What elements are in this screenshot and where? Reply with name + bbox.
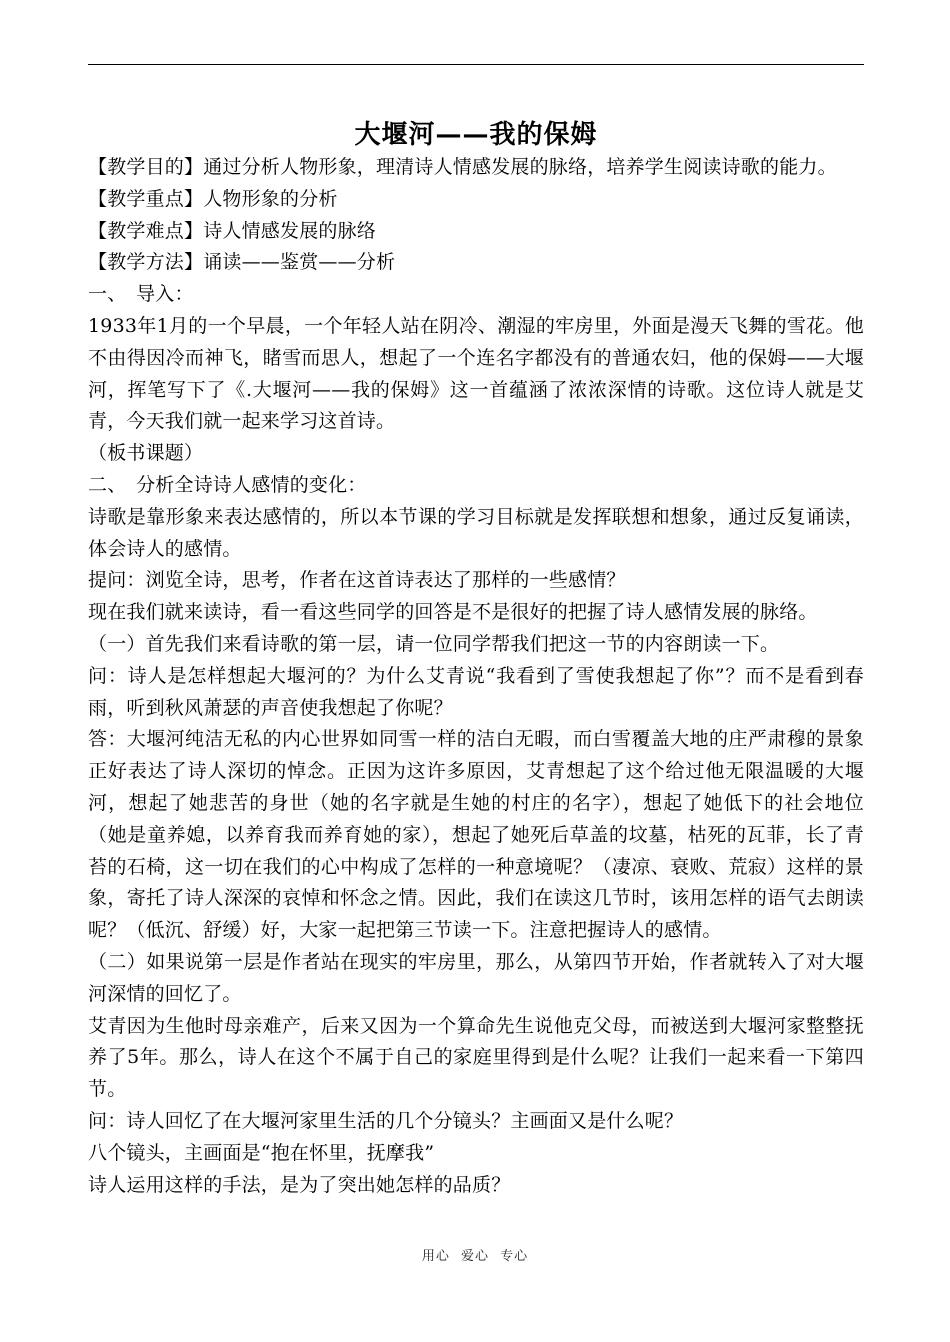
page-title: 大堰河——我的保姆 [354,120,598,150]
paragraph-question-snow: 问：诗人是怎样想起大堰河的？为什么艾青说“我看到了雪使我想起了你”？而不是看到春雨，听到秋风萧瑟的声音使我想起了你呢？ [88,664,864,719]
paragraph-learning-goal: 诗歌是靠形象来表达感情的，所以本节课的学习目标就是发挥联想和想象，通过反复诵读，体会诗人的感情。 [88,505,864,560]
paragraph-introduction: 1933年1月的一个早晨，一个年轻人站在阴冷、潮湿的牢房里，外面是漫天飞舞的雪花。他不由得因冷而神飞，睹雪而思人，想起了一个连名字都没有的普通农妇，他的保姆——大堰河，挥笔写下了《.大堰河——我的保姆》这一首蕴涵了浓浓深情的诗歌。这位诗人就是艾青，今天我们就一起来学习这首诗。 [88,314,864,433]
paragraph-read-poem: 现在我们就来读诗，看一看这些同学的回答是不是很好的把握了诗人感情发展的脉络。 [88,601,818,624]
paragraph-second-layer: （二）如果说第一层是作者站在现实的牢房里，那么，从第四节开始，作者就转入了对大堰河深情的回忆了。 [88,950,864,1005]
section-heading-introduction: 一、 导入： [88,283,194,306]
paragraph-question-quality: 诗人运用这样的手法，是为了突出她怎样的品质？ [88,1173,511,1196]
document-body [88,152,864,1201]
page-footer: 用心 爱心 专心 [421,1249,529,1264]
paragraph-teaching-goal: 【教学目的】通过分析人物形象，理清诗人情感发展的脉络，培养学生阅读诗歌的能力。 [88,156,837,178]
paragraph-board-note: （板书课题） [88,442,204,465]
paragraph-question-overview: 提问：浏览全诗，思考，作者在这首诗表达了那样的一些感情？ [88,569,626,592]
paragraph-question-scenes: 问：诗人回忆了在大堰河家里生活的几个分镜头？主画面又是什么呢？ [88,1109,684,1132]
paragraph-background: 艾青因为生他时母亲难产，后来又因为一个算命先生说他克父母，而被送到大堰河家整整抚养了5年。那么，诗人在这个不属于自己的家庭里得到是什么呢？让我们一起来看一下第四节。 [88,1014,864,1101]
paragraph-answer-snow: 答：大堰河纯洁无私的内心世界如同雪一样的洁白无暇，而白雪覆盖大地的庄严肃穆的景象正好表达了诗人深切的悼念。正因为这许多原因，艾青想起了这个给过他无限温暖的大堰河，想起了她悲苦的身世（她的名字就是生她的村庄的名字），想起了她低下的社会地位（她是童养媳，以养育我而养育她的家），想起了她死后草盖的坟墓，枯死的瓦菲，长了青苔的石椅，这一切在我们的心中构成了怎样的一种意境呢？（凄凉、衰败、荒寂）这样的景象，寄托了诗人深深的哀悼和怀念之情。因此，我们在读这几节时，该用怎样的语气去朗读呢？（低沉、舒缓）好，大家一起把第三节读一下。注意把握诗人的感情。 [88,728,864,942]
paragraph-teaching-focus: 【教学重点】人物形象的分析 [88,187,338,210]
paragraph-teaching-method: 【教学方法】诵读——鉴赏——分析 [88,251,396,274]
paragraph-first-layer: （一）首先我们来看诗歌的第一层，请一位同学帮我们把这一节的内容朗读一下。 [88,632,780,655]
section-heading-analysis: 二、 分析全诗诗人感情的变化： [88,473,367,496]
paragraph-answer-scenes: 八个镜头，主画面是“抱在怀里，抚摩我” [88,1141,435,1164]
header-rule [88,64,864,65]
paragraph-teaching-difficulty: 【教学难点】诗人情感发展的脉络 [88,219,377,242]
